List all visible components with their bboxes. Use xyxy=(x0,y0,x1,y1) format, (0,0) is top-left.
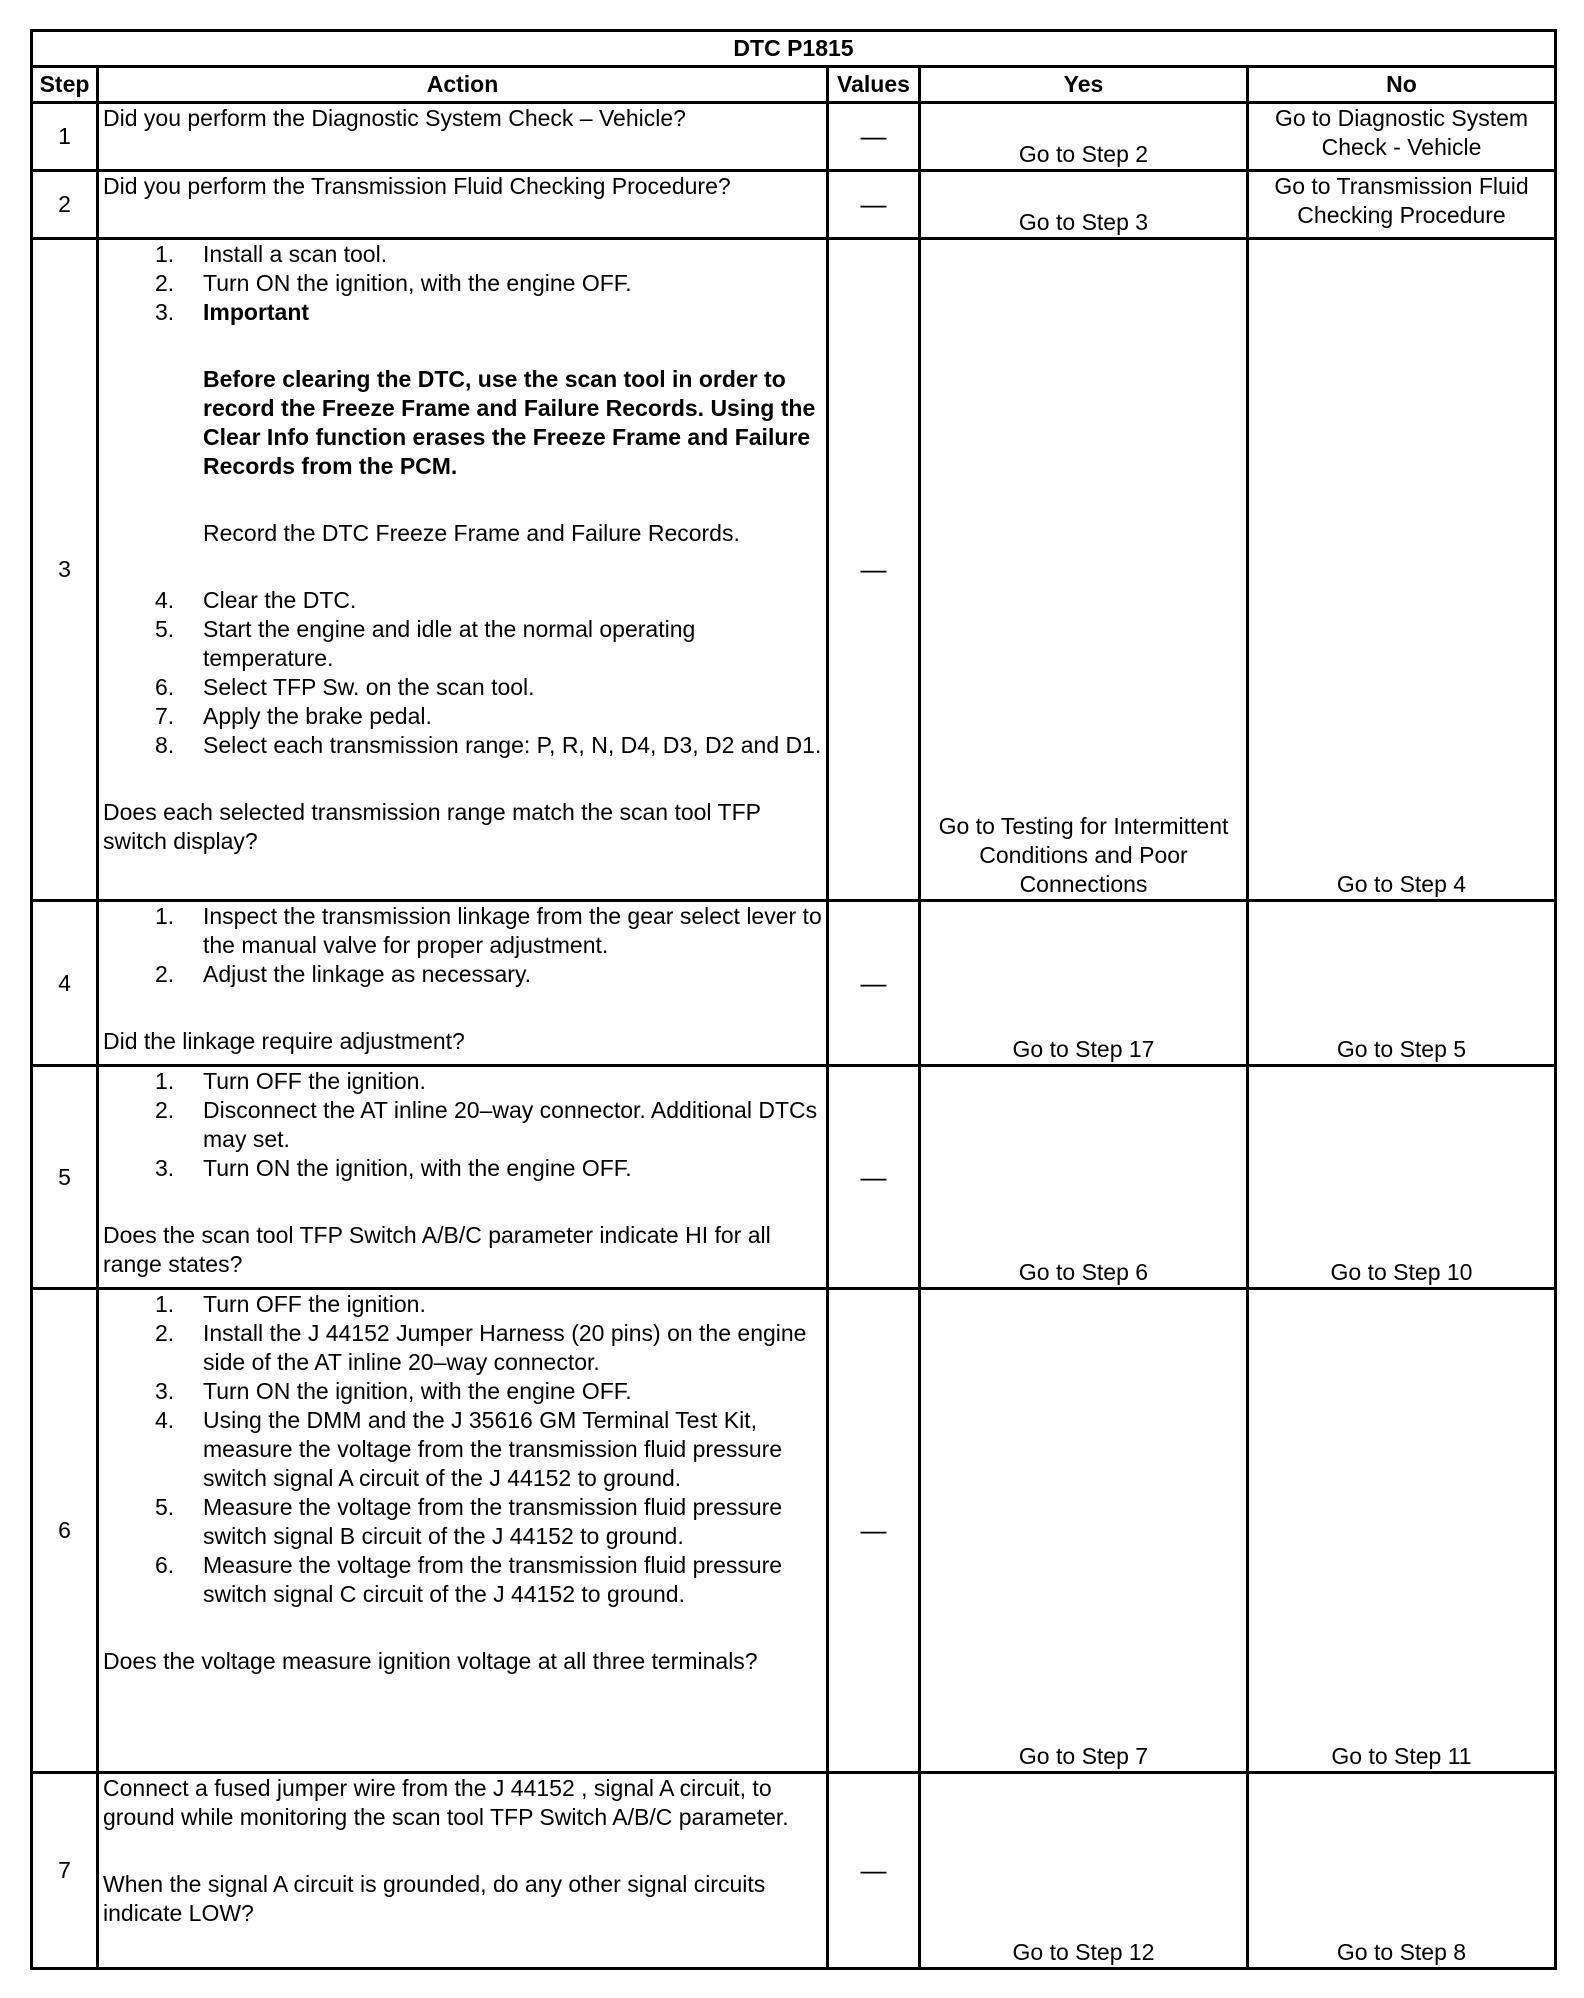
question-text: Does the voltage measure ignition voltage at all three terminals? xyxy=(103,1648,758,1674)
yes-cell: Go to Step 7 xyxy=(920,1289,1248,1773)
action-cell: Did you perform the Transmission Fluid Checking Procedure? xyxy=(98,171,828,239)
action-cell xyxy=(98,1773,828,1969)
header-row xyxy=(32,67,1556,103)
dtc-table xyxy=(30,29,1557,1970)
item-text: Select TFP Sw. on the scan tool. xyxy=(203,674,535,700)
list-item xyxy=(103,586,822,615)
value-cell: — xyxy=(828,1773,920,1969)
action-cell xyxy=(98,239,828,901)
action-list xyxy=(103,240,822,760)
important-note: Before clearing the DTC, use the scan tool in order to record the Freeze Frame and Failure Records. Using the Clear Info function erases the Freeze Frame and Failure Records from the PCM. xyxy=(203,366,816,479)
question-text: Does each selected transmission range match the scan tool TFP switch display? xyxy=(103,799,761,854)
spacer xyxy=(203,481,822,519)
no-cell: Go to Step 5 xyxy=(1248,901,1556,1066)
value-cell: — xyxy=(828,171,920,239)
item-text: Clear the DTC. xyxy=(203,587,357,613)
step-number: 1 xyxy=(32,103,98,171)
item-number: 1. xyxy=(155,1068,175,1094)
table-row xyxy=(32,1773,1556,1969)
header-yes: Yes xyxy=(920,67,1248,103)
no-cell: Go to Step 8 xyxy=(1248,1773,1556,1969)
action-cell xyxy=(98,1289,828,1773)
header-no: No xyxy=(1248,67,1556,103)
item-text: Measure the voltage from the transmission fluid pressure switch signal C circuit of the J 44152 to ground. xyxy=(203,1552,783,1607)
item-text: Turn ON the ignition, with the engine OFF. xyxy=(203,1378,632,1404)
record-text: Record the DTC Freeze Frame and Failure Records. xyxy=(203,520,740,546)
list-item xyxy=(103,1319,822,1377)
no-cell: Go to Step 10 xyxy=(1248,1066,1556,1289)
item-number: 6. xyxy=(155,1552,175,1578)
list-item xyxy=(103,1406,822,1493)
item-number: 3. xyxy=(155,1378,175,1404)
header-values: Values xyxy=(828,67,920,103)
action-list xyxy=(103,902,822,989)
table-row xyxy=(32,901,1556,1066)
spacer xyxy=(103,1609,822,1647)
spacer xyxy=(103,989,822,1027)
value-cell: — xyxy=(828,1289,920,1773)
no-cell: Go to Step 11 xyxy=(1248,1289,1556,1773)
item-number: 2. xyxy=(155,1097,175,1123)
item-text: Turn OFF the ignition. xyxy=(203,1068,426,1094)
item-number: 1. xyxy=(155,903,175,929)
item-text: Turn ON the ignition, with the engine OFF. xyxy=(203,270,632,296)
item-number: 7. xyxy=(155,703,175,729)
table-row xyxy=(32,1289,1556,1773)
no-cell: Go to Diagnostic System Check - Vehicle xyxy=(1248,103,1556,171)
list-item xyxy=(103,1096,822,1154)
list-item xyxy=(103,731,822,760)
spacer xyxy=(103,1832,822,1870)
item-number: 8. xyxy=(155,732,175,758)
item-text: Adjust the linkage as necessary. xyxy=(203,961,532,987)
list-item xyxy=(103,298,822,586)
table-row xyxy=(32,1066,1556,1289)
spacer xyxy=(203,548,822,586)
list-item xyxy=(103,1290,822,1319)
list-item xyxy=(103,1551,822,1609)
question-text: When the signal A circuit is grounded, do any other signal circuits indicate LOW? xyxy=(103,1871,766,1926)
yes-cell: Go to Step 6 xyxy=(920,1066,1248,1289)
list-item xyxy=(103,960,822,989)
step-number: 7 xyxy=(32,1773,98,1969)
question-text: Did the linkage require adjustment? xyxy=(103,1028,465,1054)
action-text: Connect a fused jumper wire from the J 44152 , signal A circuit, to ground while monitoring the scan tool TFP Switch A/B/C parameter. xyxy=(103,1775,789,1830)
item-text: Using the DMM and the J 35616 GM Terminal Test Kit, measure the voltage from the transmission fluid pressure switch signal A circuit of the J 44152 to ground. xyxy=(203,1407,783,1491)
step-number: 3 xyxy=(32,239,98,901)
yes-cell: Go to Step 17 xyxy=(920,901,1248,1066)
item-number: 2. xyxy=(155,270,175,296)
important-label: Important xyxy=(203,299,310,325)
action-cell: Did you perform the Diagnostic System Check – Vehicle? xyxy=(98,103,828,171)
spacer xyxy=(103,760,822,798)
item-number: 4. xyxy=(155,587,175,613)
table-row xyxy=(32,171,1556,239)
value-cell: — xyxy=(828,901,920,1066)
value-cell: — xyxy=(828,239,920,901)
list-item xyxy=(103,615,822,673)
list-item xyxy=(103,673,822,702)
step-number: 4 xyxy=(32,901,98,1066)
item-text: Apply the brake pedal. xyxy=(203,703,432,729)
no-cell: Go to Step 4 xyxy=(1248,239,1556,901)
item-number: 5. xyxy=(155,1494,175,1520)
no-cell: Go to Transmission Fluid Checking Procedure xyxy=(1248,171,1556,239)
item-text: Turn OFF the ignition. xyxy=(203,1291,426,1317)
yes-cell: Go to Step 2 xyxy=(920,103,1248,171)
item-text: Start the engine and idle at the normal operating temperature. xyxy=(203,616,696,671)
item-number: 2. xyxy=(155,961,175,987)
table-row xyxy=(32,239,1556,901)
value-cell: — xyxy=(828,1066,920,1289)
yes-cell: Go to Step 12 xyxy=(920,1773,1248,1969)
action-list xyxy=(103,1290,822,1609)
table-title: DTC P1815 xyxy=(32,31,1556,67)
spacer xyxy=(103,1183,822,1221)
step-number: 6 xyxy=(32,1289,98,1773)
item-number: 1. xyxy=(155,1291,175,1317)
action-cell xyxy=(98,1066,828,1289)
item-number: 3. xyxy=(155,1155,175,1181)
header-step: Step xyxy=(32,67,98,103)
item-text: Measure the voltage from the transmission fluid pressure switch signal B circuit of the J 44152 to ground. xyxy=(203,1494,783,1549)
item-number: 1. xyxy=(155,241,175,267)
spacer xyxy=(203,327,822,365)
title-row xyxy=(32,31,1556,67)
item-text: Disconnect the AT inline 20–way connector. Additional DTCs may set. xyxy=(203,1097,818,1152)
yes-cell: Go to Step 3 xyxy=(920,171,1248,239)
question-text: Does the scan tool TFP Switch A/B/C parameter indicate HI for all range states? xyxy=(103,1222,771,1277)
list-item xyxy=(103,240,822,269)
yes-cell: Go to Testing for Intermittent Conditions and Poor Connections xyxy=(920,239,1248,901)
value-cell: — xyxy=(828,103,920,171)
item-text: Inspect the transmission linkage from the gear select lever to the manual valve for proper adjustment. xyxy=(203,903,822,958)
item-number: 3. xyxy=(155,299,175,325)
list-item xyxy=(103,1154,822,1183)
item-text: Install a scan tool. xyxy=(203,241,388,267)
item-number: 4. xyxy=(155,1407,175,1433)
header-action: Action xyxy=(98,67,828,103)
step-number: 2 xyxy=(32,171,98,239)
list-item xyxy=(103,269,822,298)
item-text: Install the J 44152 Jumper Harness (20 pins) on the engine side of the AT inline 20–way connector. xyxy=(203,1320,807,1375)
list-item xyxy=(103,702,822,731)
step-number: 5 xyxy=(32,1066,98,1289)
action-list xyxy=(103,1067,822,1183)
item-number: 5. xyxy=(155,616,175,642)
list-item xyxy=(103,1493,822,1551)
action-cell xyxy=(98,901,828,1066)
list-item xyxy=(103,902,822,960)
list-item xyxy=(103,1377,822,1406)
item-text: Turn ON the ignition, with the engine OFF. xyxy=(203,1155,632,1181)
item-number: 6. xyxy=(155,674,175,700)
item-number: 2. xyxy=(155,1320,175,1346)
item-text: Select each transmission range: P, R, N, D4, D3, D2 and D1. xyxy=(203,732,822,758)
table-row xyxy=(32,103,1556,171)
list-item xyxy=(103,1067,822,1096)
